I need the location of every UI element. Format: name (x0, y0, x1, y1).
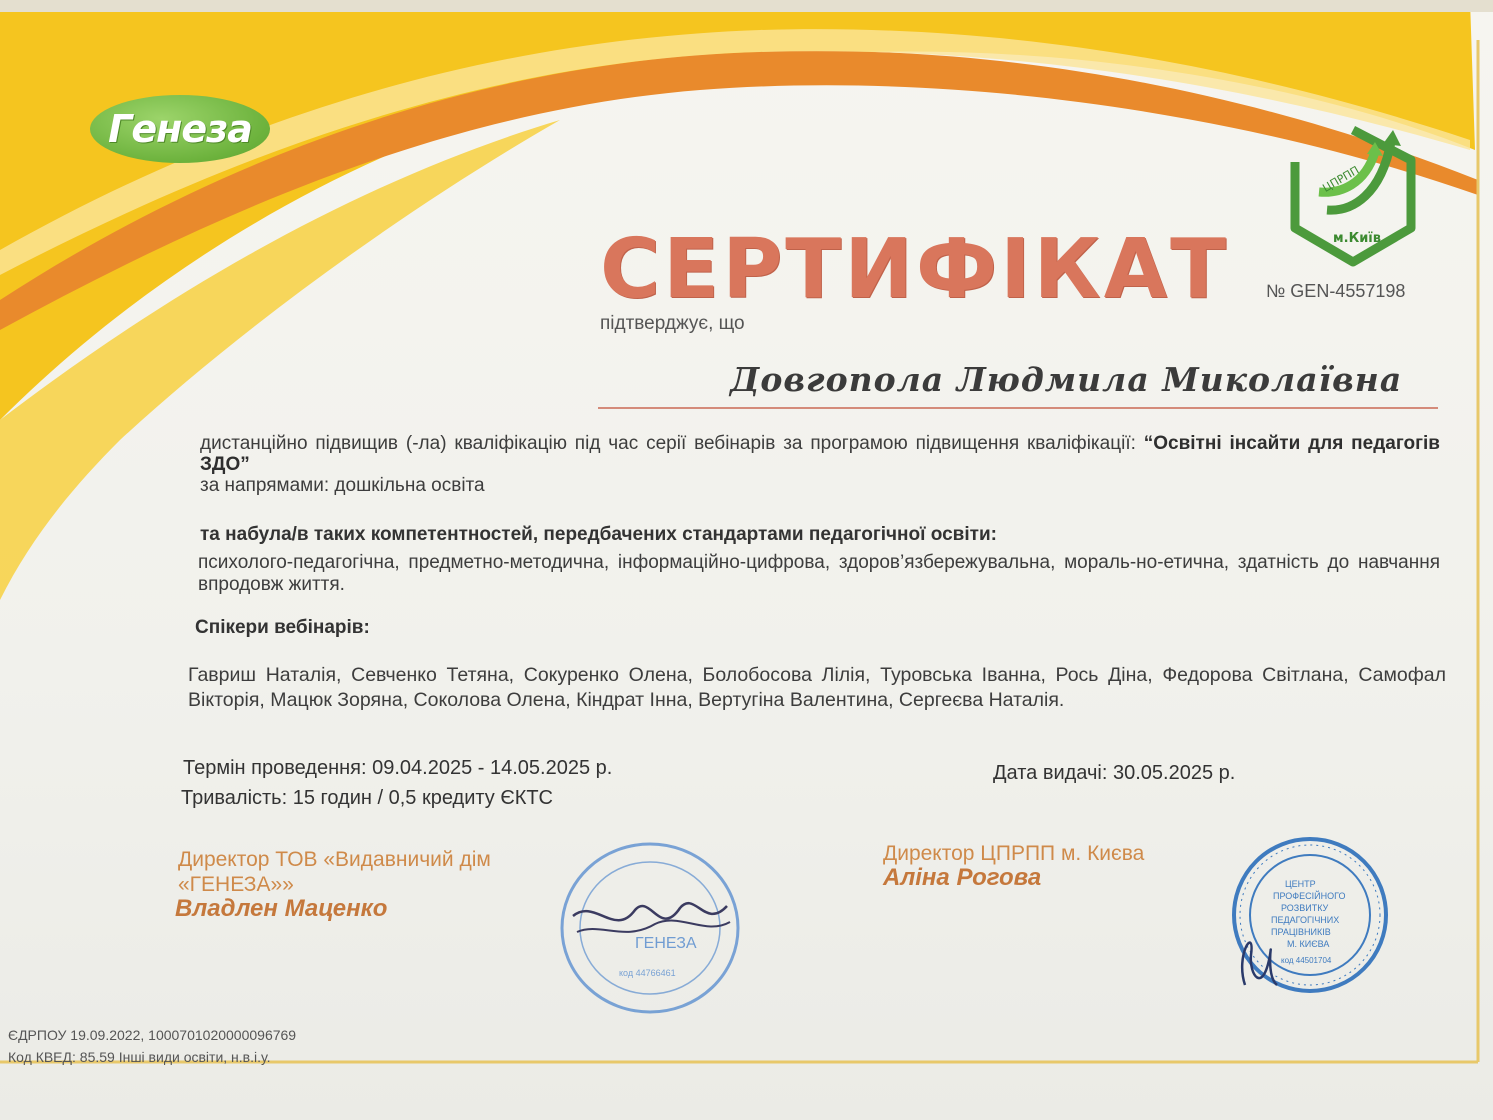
recipient-name: Довгопола Людмила Миколаївна (730, 360, 1403, 399)
program-name: “Освітні інсайти для педагогів ЗДО” (200, 433, 1440, 475)
certificate-title: СЕРТИФІКАТ (600, 222, 1230, 317)
competencies-heading: та набула/в таких компетентностей, передбачених стандартами педагогічної освіти: (200, 524, 997, 545)
left-signatory-name: Владлен Маценко (175, 895, 388, 922)
registry-line-1: ЄДРПОУ 19.09.2022, 1000701020000096769 (8, 1027, 297, 1043)
genesis-stamp-icon (555, 838, 745, 1018)
event-term: Термін проведення: 09.04.2025 - 14.05.2025 р. (183, 757, 613, 779)
svg-text:ПРАЦІВНИКІВ: ПРАЦІВНИКІВ (1271, 927, 1331, 937)
issue-date: Дата видачі: 30.05.2025 р. (993, 762, 1236, 784)
speakers-list: Гавриш Наталія, Севченко Тетяна, Сокуренко Олена, Болобосова Лілія, Туровська Іванна, Рось Діна, Федорова Світлана, Самофал Вікторія, Мацюк Зоряна, Соколова Олена, Кіндрат Інна, Вертугіна Валентина, Сергеєва Наталія. (188, 664, 1446, 711)
svg-text:ГЕНЕЗА: ГЕНЕЗА (635, 935, 697, 952)
cprpp-logo-city: м.Київ (1333, 231, 1381, 246)
left-signatory-title: Директор ТОВ «Видавничий дім «ГЕНЕЗА»» (178, 848, 491, 896)
svg-text:код 44766461: код 44766461 (619, 968, 676, 978)
program-paragraph (200, 433, 1440, 475)
svg-text:ПРОФЕСІЙНОГО: ПРОФЕСІЙНОГО (1273, 891, 1346, 901)
cprpp-stamp-icon (1215, 835, 1390, 1005)
registry-line-2: Код КВЕД: 85.59 Інші види освіти, н.в.і.у. (8, 1049, 271, 1065)
svg-text:ПЕДАГОГІЧНИХ: ПЕДАГОГІЧНИХ (1271, 915, 1340, 925)
certificate-number: № GEN-4557198 (1266, 281, 1406, 301)
name-underline (598, 407, 1438, 409)
right-signatory-name: Аліна Рогова (883, 864, 1042, 891)
top-shadow (0, 0, 1493, 12)
genesis-logo (90, 95, 270, 163)
cprpp-logo-abbr: ЦПРПП (1320, 163, 1362, 195)
cprpp-logo-icon (1283, 122, 1423, 272)
right-signatory-title: Директор ЦПРПП м. Києва (883, 842, 1145, 865)
competencies-text: психолого-педагогічна, предметно-методична, інформаційно-цифрова, здоров’язбережувальна, мораль-но-етична, здатність до навчання впродовж життя. (198, 552, 1440, 595)
event-duration: Тривалість: 15 годин / 0,5 кредиту ЄКТС (181, 787, 554, 809)
confirms-text: підтверджує, що (600, 313, 745, 334)
speakers-heading: Спікери вебінарів: (195, 617, 370, 638)
directions-text: за напрямами: дошкільна освіта (200, 475, 485, 496)
svg-text:М. КИЄВА: М. КИЄВА (1287, 939, 1330, 949)
program-intro: дистанційно підвищив (-ла) кваліфікацію під час серії вебінарів за програмою підвищення кваліфікації: (200, 433, 1144, 454)
svg-text:ЦЕНТР: ЦЕНТР (1285, 879, 1316, 889)
genesis-logo-text: Генеза (108, 107, 252, 151)
svg-text:код 44501704: код 44501704 (1281, 956, 1332, 965)
svg-text:РОЗВИТКУ: РОЗВИТКУ (1281, 903, 1329, 913)
